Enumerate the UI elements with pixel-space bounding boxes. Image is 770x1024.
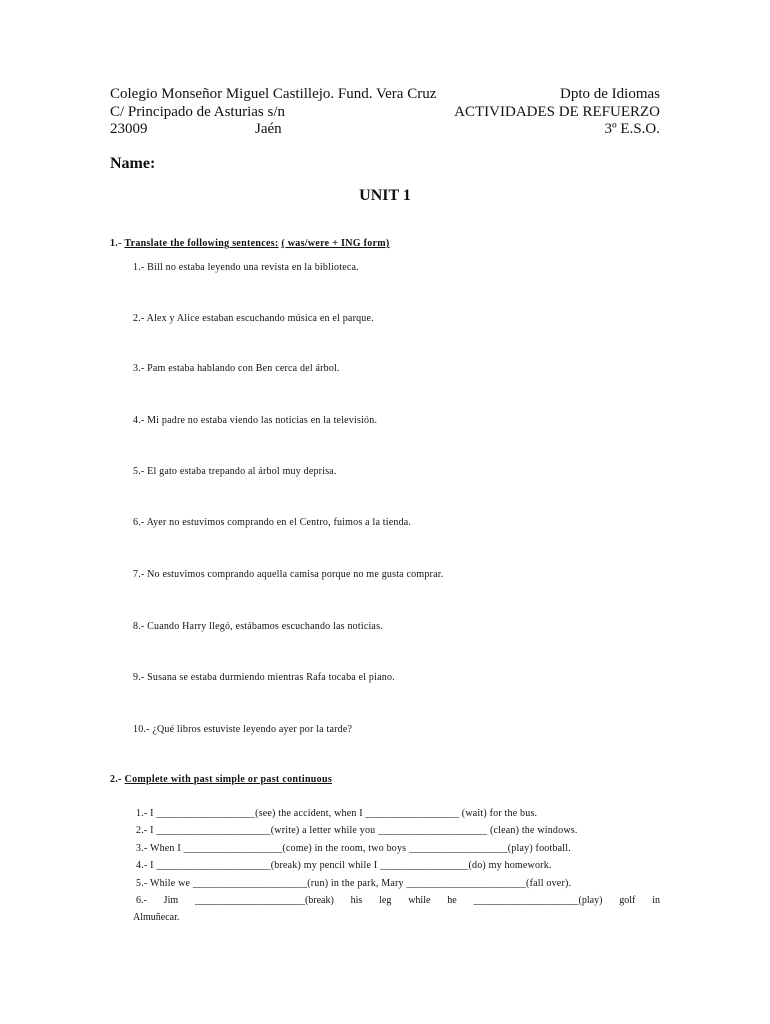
section-1-number: 1.- — [110, 238, 122, 249]
word: in — [652, 895, 660, 906]
word: while — [408, 895, 431, 906]
school-name: Colegio Monseñor Miguel Castillejo. Fund. Vera Cruz — [110, 86, 437, 102]
exercise-item-6-continuation: Almuñecar. — [133, 912, 180, 923]
word: _____________________(play) — [473, 895, 603, 906]
exercise-item: 5.- While we ______________________(run) in the park, Mary _______________________(fall over). — [136, 878, 572, 889]
translate-item: 4.- Mi padre no estaba viendo las noticias en la televisión. — [133, 415, 378, 426]
exercise-item-6 — [136, 895, 660, 906]
translate-item: 3.- Pam estaba hablando con Ben cerca del árbol. — [133, 363, 340, 374]
translate-item: 9.- Susana se estaba durmiendo mientras Rafa tocaba el piano. — [133, 672, 395, 683]
header-row-3 — [110, 121, 660, 139]
word: he — [447, 895, 457, 906]
translate-item: 10.- ¿Qué libros estuviste leyendo ayer por la tarde? — [133, 724, 353, 735]
translate-item: 8.- Cuando Harry llegó, estábamos escuchando las noticias. — [133, 621, 383, 632]
zip-code: 23009 — [110, 121, 148, 137]
section-1-heading — [110, 238, 390, 249]
word: golf — [619, 895, 636, 906]
translate-item: 1.- Bill no estaba leyendo una revista en la biblioteca. — [133, 262, 359, 273]
city: Jaén — [255, 121, 282, 137]
word: his — [350, 895, 363, 906]
grade: 3º E.S.O. — [604, 121, 660, 137]
word: ______________________(break) — [194, 895, 334, 906]
header-row-1 — [110, 86, 660, 104]
exercise-item: 1.- I ___________________(see) the accident, when I __________________ (wait) for the bus. — [136, 808, 538, 819]
name-label: Name: — [110, 155, 156, 172]
translate-item: 5.- El gato estaba trepando al árbol muy deprisa. — [133, 466, 337, 477]
header-row-2 — [110, 104, 660, 122]
section-1-hint: ( was/were + ING form) — [281, 238, 390, 249]
word: leg — [379, 895, 392, 906]
translate-item: 7.- No estuvimos comprando aquella camisa porque no me gusta comprar. — [133, 569, 444, 580]
exercise-item: 3.- When I ___________________(come) in the room, two boys ___________________(play) football. — [136, 843, 571, 854]
section-2-number: 2.- — [110, 774, 122, 785]
section-2-heading — [110, 774, 332, 785]
exercise-item: 4.- I ______________________(break) my pencil while I _________________(do) my homework. — [136, 860, 552, 871]
unit-title: UNIT 1 — [359, 187, 411, 204]
translate-item: 6.- Ayer no estuvimos comprando en el Centro, fuimos a la tienda. — [133, 517, 412, 528]
exercise-item: 2.- I ______________________(write) a letter while you _____________________ (clean) the windows. — [136, 825, 578, 836]
word: 6.- — [136, 895, 147, 906]
section-2-title: Complete with past simple or past continuous — [124, 774, 333, 785]
department: Dpto de Idiomas — [560, 86, 660, 102]
section-1-title: Translate the following sentences: — [124, 238, 279, 249]
translate-item: 2.- Alex y Alice estaban escuchando música en el parque. — [133, 313, 374, 324]
word: Jim — [163, 895, 179, 906]
activity-title: ACTIVIDADES DE REFUERZO — [454, 104, 660, 120]
school-address: C/ Principado de Asturias s/n — [110, 104, 285, 120]
